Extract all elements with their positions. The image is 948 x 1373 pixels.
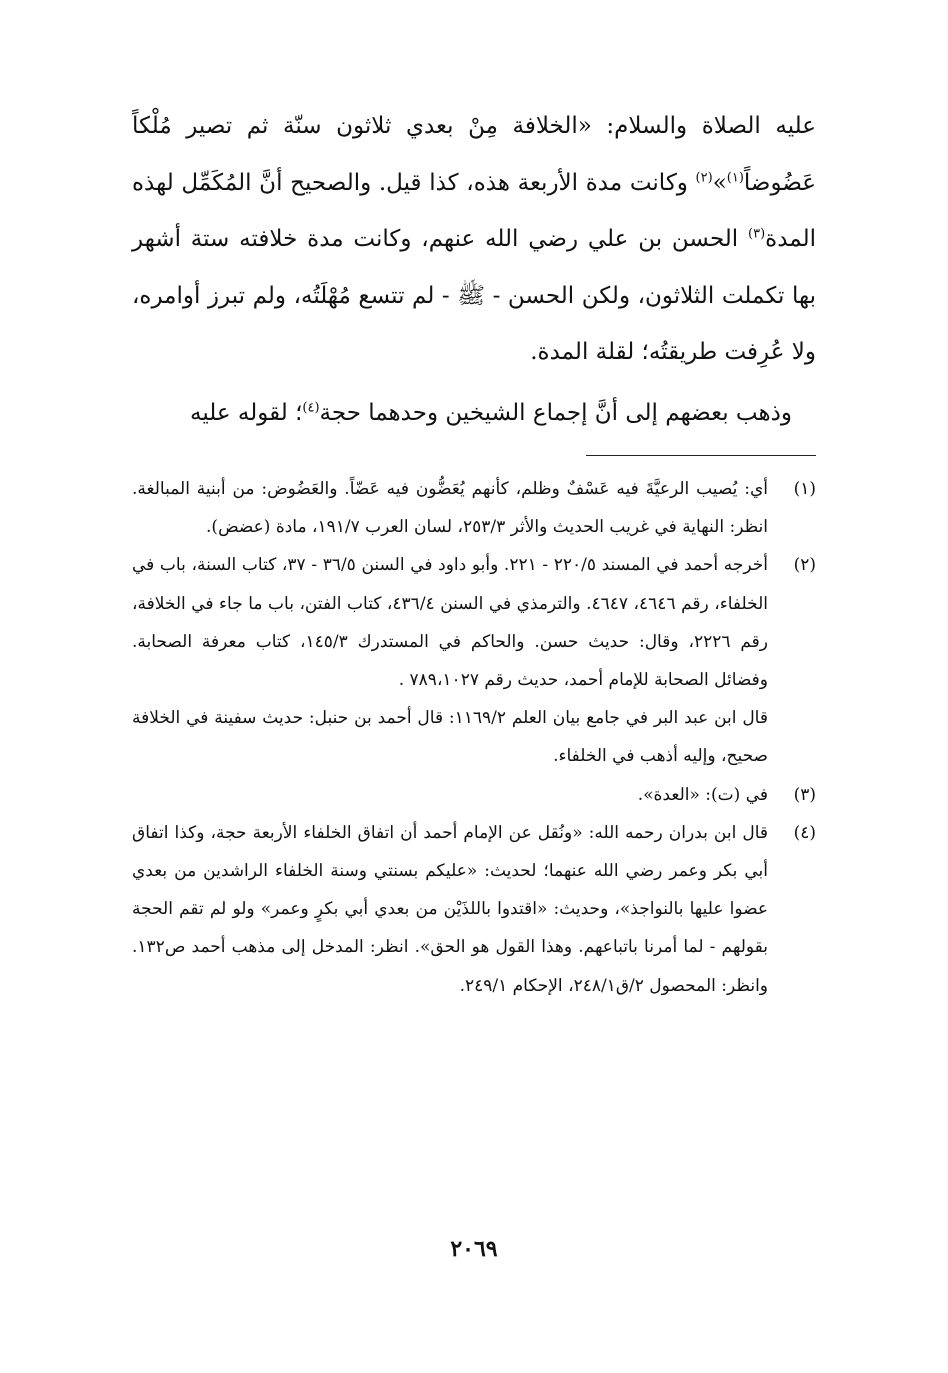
main-paragraph-1: [132, 98, 816, 381]
text-run: عليه الصلاة والسلام: «الخلافة مِنْ بعدي ثلاثون سنّة ثم تصير مُلْكاً عَضُوضاً: [132, 113, 816, 196]
footnote-ref-1: (١): [726, 169, 744, 185]
footnote-text: [132, 776, 768, 814]
footnote-text: [132, 814, 768, 1005]
page-number: ٢٠٦٩: [450, 1236, 498, 1262]
footnote-ref-2: (٢): [695, 169, 713, 185]
footnote-separator: [586, 455, 816, 456]
footnote-3: [132, 776, 816, 814]
footnote-2: [132, 546, 816, 775]
footnote-text: [132, 546, 768, 775]
footnotes: [132, 470, 816, 1005]
footnote-paragraph: في (ت): «العدة».: [637, 784, 768, 805]
footnote-number: (١): [793, 479, 816, 499]
text-run: »: [712, 169, 727, 196]
text-run: وذهب بعضهم إلى أنَّ إجماع الشيخين وحدهما حجة: [319, 399, 792, 426]
footnote-number: (٤): [793, 822, 816, 843]
footnote-ref-4: (٤): [302, 399, 320, 415]
footnote-paragraph: قال ابن عبد البر في جامع بيان العلم ١١٦٩/٢: قال أحمد بن حنبل: حديث سفينة في الخلافة صحيح، وإليه أذهب في الخلفاء.: [132, 708, 768, 767]
footnote-number: (٢): [793, 555, 816, 576]
text-run: ؛ لقوله عليه: [189, 399, 303, 426]
text-run: الحسن بن علي رضي الله عنهم، وكانت مدة خلافته ستة أشهر بها تكملت الثلاثون، ولكن الحسن - ﷺ - لم تتسع مُهْلَتُه، ولم تبرز أوامره، ولا عُرِفت طريقتُه؛ لقلة المدة.: [132, 226, 816, 365]
footnote-paragraph: أي: يُصيب الرعيَّةَ فيه عَسْفٌ وظلم، كأنهم يُعَضُّون فيه عَضّاً. والعَضُوض: من أبنية المبالغة. انظر: النهاية في غريب الحديث والأثر ٢٥٣/٣، لسان العرب ١٩١/٧، مادة (عضض).: [132, 479, 768, 538]
footnote-ref-3: (٣): [748, 226, 766, 242]
footnote-text: [132, 470, 768, 546]
footnote-4: [132, 814, 816, 1005]
footnote-paragraph: أخرجه أحمد في المسند ٢٢٠/٥ - ٢٢١. وأبو داود في السنن ٣٦/٥ - ٣٧، كتاب السنة، باب في الخلفاء، رقم ٤٦٤٦، ٤٦٤٧. والترمذي في السنن ٤٣٦/٤، كتاب الفتن، باب ما جاء في الخلافة، رقم ٢٢٢٦، وقال: حديث حسن. والحاكم في المستدرك ١٤٥/٣، كتاب معرفة الصحابة. وفضائل الصحابة للإمام أحمد، حديث رقم ٧٨٩،١٠٢٧ .: [132, 555, 769, 691]
footnote-number: (٣): [793, 784, 816, 805]
footnote-paragraph: قال ابن بدران رحمه الله: «ونُقل عن الإمام أحمد أن اتفاق الخلفاء الأربعة حجة، وكذا اتفاق أبي بكر وعمر رضي الله عنهما؛ لحديث: «عليكم بسنتي وسنة الخلفاء الراشدين من بعدي عضوا عليها بالنواجذ»، وحديث: «اقتدوا باللذَيْن من بعدي أبي بكرٍ وعمر» ولو لم تقم الحجة بقولهم - لما أمرنا باتباعهم. وهذا القول هو الحق». انظر: المدخل إلى مذهب أحمد ص١٣٢. وانظر: المحصول ٢/ق٢٤٨/١، الإحكام ٢٤٩/١.: [132, 822, 768, 996]
footnote-1: [132, 470, 816, 546]
main-paragraph-2: [132, 385, 816, 442]
main-text: [132, 98, 816, 441]
text-run: وكانت مدة الأربعة هذه، كذا قيل. والصحيح أنَّ المُكَمِّل لهذه المدة: [132, 169, 816, 252]
